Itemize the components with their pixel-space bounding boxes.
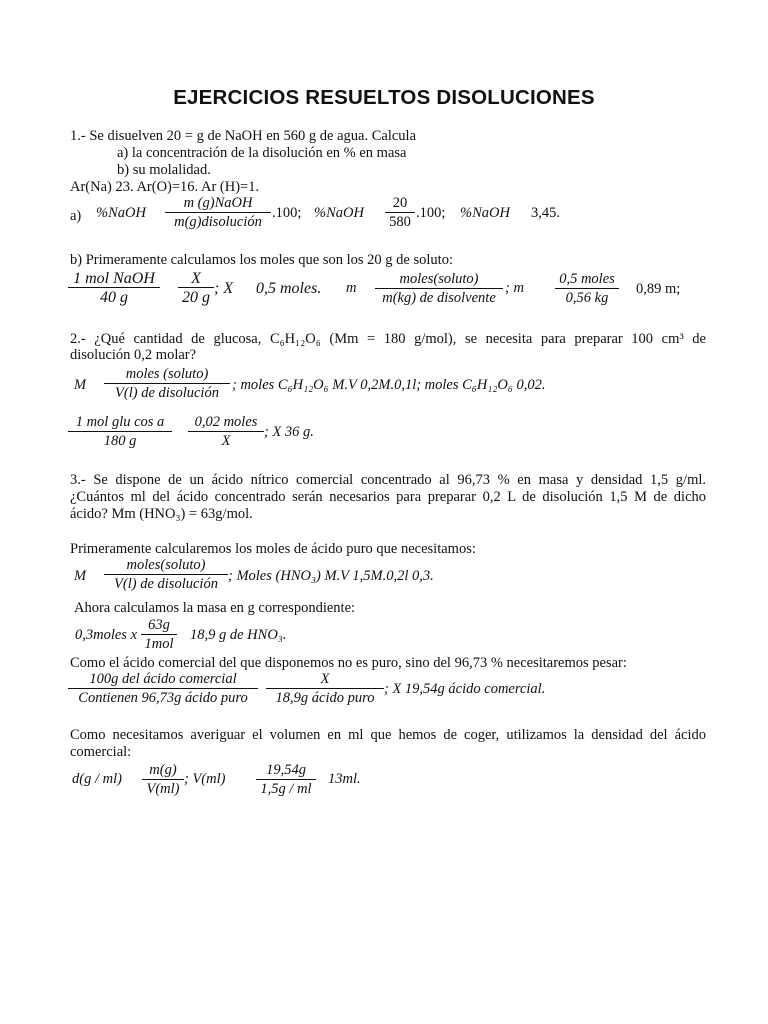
ex1-atomic-masses: Ar(Na) 23. Ar(O)=16. Ar (H)=1. (70, 179, 260, 195)
denominator: 0,56 kg (565, 290, 609, 306)
denominator: 18,9g ácido puro (275, 690, 375, 706)
numerator: 63g (148, 617, 170, 633)
ex3-fraction-1 (104, 557, 228, 594)
ex3-volume-line-2: comercial: (70, 744, 132, 760)
numerator: 20 (392, 195, 408, 211)
ex1-b-result: 0,89 m; (636, 281, 681, 297)
numerator: moles(soluto) (126, 557, 206, 573)
ex3-fraction-4 (266, 671, 384, 708)
ex1-b-fraction-3 (375, 271, 503, 308)
denominator: 580 (389, 214, 411, 230)
ex3-volume-result: 13ml. (328, 771, 361, 787)
numerator: moles (soluto) (125, 366, 209, 382)
numerator: X (320, 671, 330, 687)
ex1-b-fraction-2 (178, 270, 214, 307)
ex1-a-pct1: %NaOH (96, 205, 146, 221)
numerator: 1 mol NaOH (73, 270, 155, 287)
numerator: 0,5 moles (559, 271, 615, 287)
numerator: 1 mol glu cos a (75, 414, 165, 430)
ex1-a-x100b: .100; (416, 205, 446, 221)
denominator: V(l) de disolución (115, 385, 219, 401)
ex2-M: M (74, 377, 87, 393)
ex3-impure-intro: Como el ácido comercial del que disponemos no es puro, sino del 96,73 % necesitaremos pesar: (70, 655, 627, 671)
ex2-fraction-1 (104, 366, 230, 403)
ex3-mass-intro: Ahora calculamos la masa en g correspondiente: (74, 600, 356, 616)
denominator: V(l) de disolución (114, 576, 218, 592)
ex1-b-m: m (346, 280, 357, 296)
denominator: m(kg) de disolvente (382, 290, 496, 306)
ex3-impure-result: ; X 19,54g ácido comercial. (384, 681, 546, 697)
ex3-fraction-3 (68, 671, 258, 708)
ex1-b-moles: 0,5 moles. (256, 280, 322, 297)
ex1-a-pct2: %NaOH (314, 205, 364, 221)
ex2-fraction-3 (188, 414, 264, 451)
numerator: 19,54g (266, 762, 306, 778)
ex1-b-intro: b) Primeramente calculamos los moles que son los 20 g de soluto: (70, 252, 453, 268)
ex1-item-a: a) la concentración de la disolución en % en masa (117, 145, 407, 161)
ex1-a-result: 3,45. (531, 205, 560, 221)
ex3-fraction-6 (256, 762, 316, 799)
ex1-b-fraction-4 (555, 271, 619, 308)
ex3-volume-expression: ; V(ml) (184, 771, 226, 787)
ex3-density-expression: d(g / ml) (72, 771, 122, 787)
ex2-result: ; X 36 g. (264, 424, 314, 440)
ex1-a-x100a: .100; (272, 205, 302, 221)
document-title: EJERCICIOS RESUELTOS DISOLUCIONES (173, 86, 595, 109)
ex1-b-semi-m: ; m (505, 280, 524, 296)
ex1-a-label: a) (70, 208, 82, 224)
ex1-b-fraction-1 (68, 270, 160, 307)
ex3-volume-line-1: Como necesitamos averiguar el volumen en ml que hemos de coger, utilizamos la densidad del ácido (70, 727, 706, 743)
numerator: 0,02 moles (194, 414, 258, 430)
denominator: 20 g (182, 289, 210, 306)
ex3-line-1: 3.- Se dispone de un ácido nítrico comercial concentrado al 96,73 % en masa y densidad 1,5 g/ml. (70, 472, 706, 488)
ex1-a-fraction-2 (385, 195, 415, 232)
ex2-line-2: disolución 0,2 molar? (70, 347, 197, 363)
denominator: V(ml) (146, 781, 180, 797)
ex3-fraction-2 (141, 617, 177, 654)
numerator: m(g) (149, 762, 177, 778)
denominator: X (221, 433, 231, 449)
denominator: 1,5g / ml (260, 781, 312, 797)
ex3-moles-expression: ; Moles (HNO₃) M.V 1,5M.0,2l 0,3. (228, 568, 434, 584)
ex1-a-pct3: %NaOH (460, 205, 510, 221)
denominator: 1mol (144, 636, 174, 652)
ex1-statement: 1.- Se disuelven 20 = g de NaOH en 560 g de agua. Calcula (70, 128, 417, 144)
denominator: 180 g (103, 433, 137, 449)
numerator: m (g)NaOH (183, 195, 253, 211)
denominator: Contienen 96,73g ácido puro (78, 690, 248, 706)
ex3-fraction-5 (142, 762, 184, 799)
ex1-a-fraction-1 (165, 195, 271, 232)
ex3-mass-pre: 0,3moles x (75, 627, 138, 643)
numerator: 100g del ácido comercial (89, 671, 237, 687)
ex3-mass-result: 18,9 g de HNO₃. (190, 627, 287, 643)
numerator: moles(soluto) (399, 271, 479, 287)
ex3-M: M (74, 568, 87, 584)
ex2-line-1: 2.- ¿Qué cantidad de glucosa, C₆H₁₂O₆ (Mm = 180 g/mol), se necesita para preparar 100 cm³ de (70, 331, 706, 347)
ex2-fraction-2 (68, 414, 172, 451)
ex3-line-2: ¿Cuántos ml del ácido concentrado serán necesarios para preparar 0,2 L de disolución 1,5 M de dicho (70, 489, 706, 505)
denominator: 40 g (100, 289, 128, 306)
numerator: X (191, 270, 201, 287)
ex1-item-b: b) su molalidad. (117, 162, 211, 178)
ex3-intro: Primeramente calcularemos los moles de ácido puro que necesitamos: (70, 541, 476, 557)
ex3-line-3: ácido? Mm (HNO₃) = 63g/mol. (70, 506, 253, 522)
ex1-b-semi-x: ; X (214, 280, 234, 297)
ex2-moles-expression: ; moles C₆H₁₂O₆ M.V 0,2M.0,1l; moles C₆H₁₂O₆ 0,02. (232, 377, 546, 393)
denominator: m(g)disolución (174, 214, 262, 230)
